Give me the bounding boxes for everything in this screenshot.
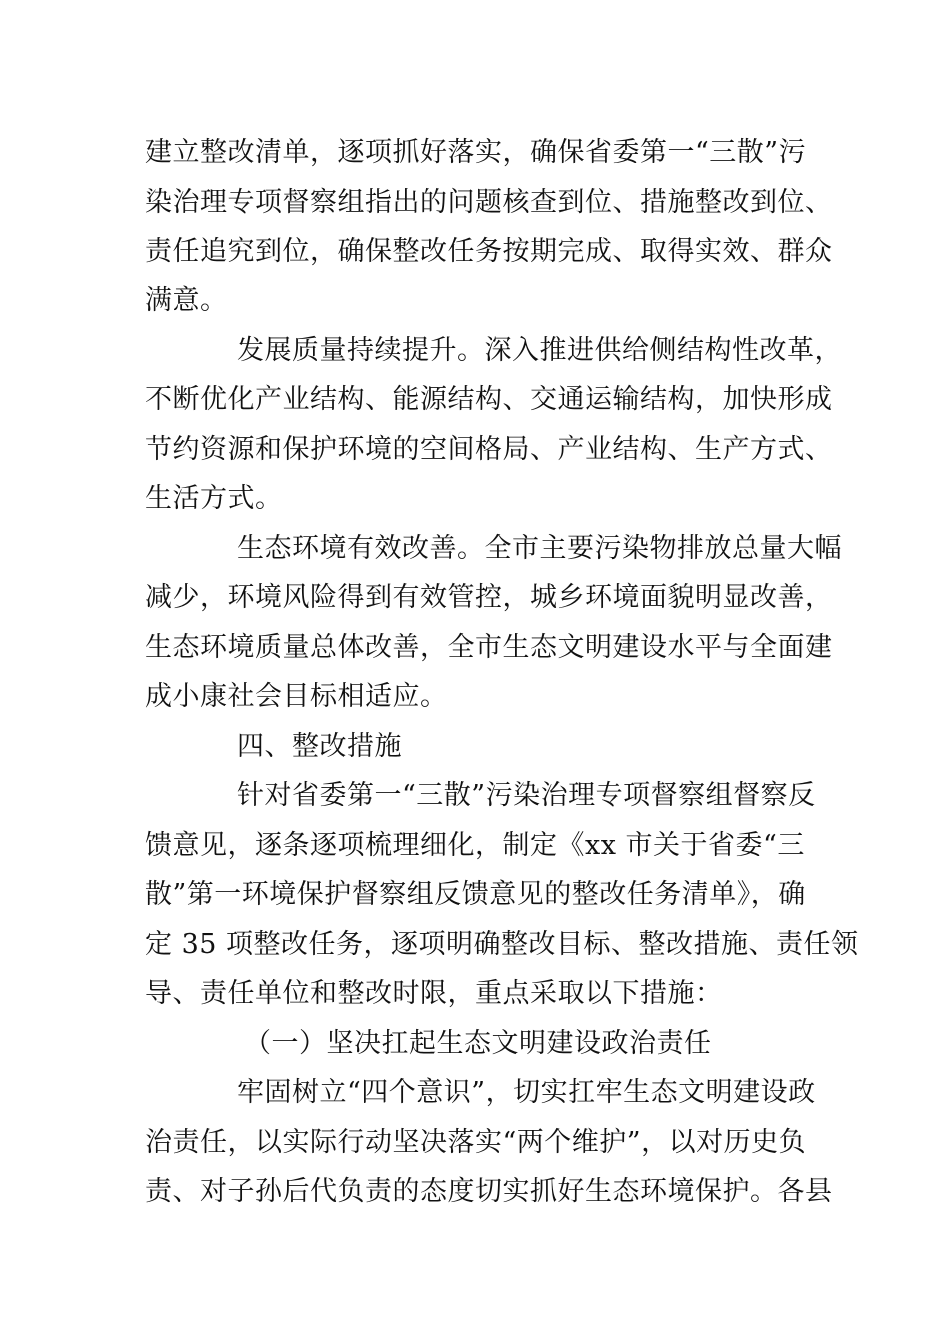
text-line: 生活方式。 xyxy=(145,483,283,514)
subsection-heading: （一）坚决扛起生态文明建设政治责任 xyxy=(244,1028,712,1059)
text-line: 责、对子孙后代负责的态度切实抓好生态环境保护。各县 xyxy=(145,1176,833,1207)
text-line: 建立整改清单，逐项抓好落实，确保省委第一“三散”污 xyxy=(145,137,807,168)
text-line: 散”第一环境保护督察组反馈意见的整改任务清单》，确 xyxy=(145,879,806,910)
text-line: 不断优化产业结构、能源结构、交通运输结构，加快形成 xyxy=(145,384,833,415)
text-line: 满意。 xyxy=(145,285,228,316)
text-line: 针对省委第一“三散”污染治理专项督察组督察反 xyxy=(237,780,816,811)
text-line: 节约资源和保护环境的空间格局、产业结构、生产方式、 xyxy=(145,434,833,465)
text-line: 治责任，以实际行动坚决落实“两个维护”，以对历史负 xyxy=(145,1127,807,1158)
text-line: 生态环境有效改善。全市主要污染物排放总量大幅 xyxy=(237,533,842,564)
text-line: 成小康社会目标相适应。 xyxy=(145,681,448,712)
text-line: 生态环境质量总体改善，全市生态文明建设水平与全面建 xyxy=(145,632,833,663)
text-line: 馈意见，逐条逐项梳理细化，制定《xx 市关于省委“三 xyxy=(145,830,805,861)
text-line: 责任追究到位，确保整改任务按期完成、取得实效、群众 xyxy=(145,236,833,267)
text-line: 牢固树立“四个意识”，切实扛牢生态文明建设政 xyxy=(237,1077,816,1108)
section-heading: 四、整改措施 xyxy=(237,731,402,762)
text-line: 导、责任单位和整改时限，重点采取以下措施： xyxy=(145,978,723,1009)
text-line: 染治理专项督察组指出的问题核查到位、措施整改到位、 xyxy=(145,187,833,218)
text-line: 发展质量持续提升。深入推进供给侧结构性改革， xyxy=(237,335,842,366)
text-line: 减少，环境风险得到有效管控，城乡环境面貌明显改善， xyxy=(145,582,833,613)
text-line: 定 35 项整改任务，逐项明确整改目标、整改措施、责任领 xyxy=(145,929,859,960)
